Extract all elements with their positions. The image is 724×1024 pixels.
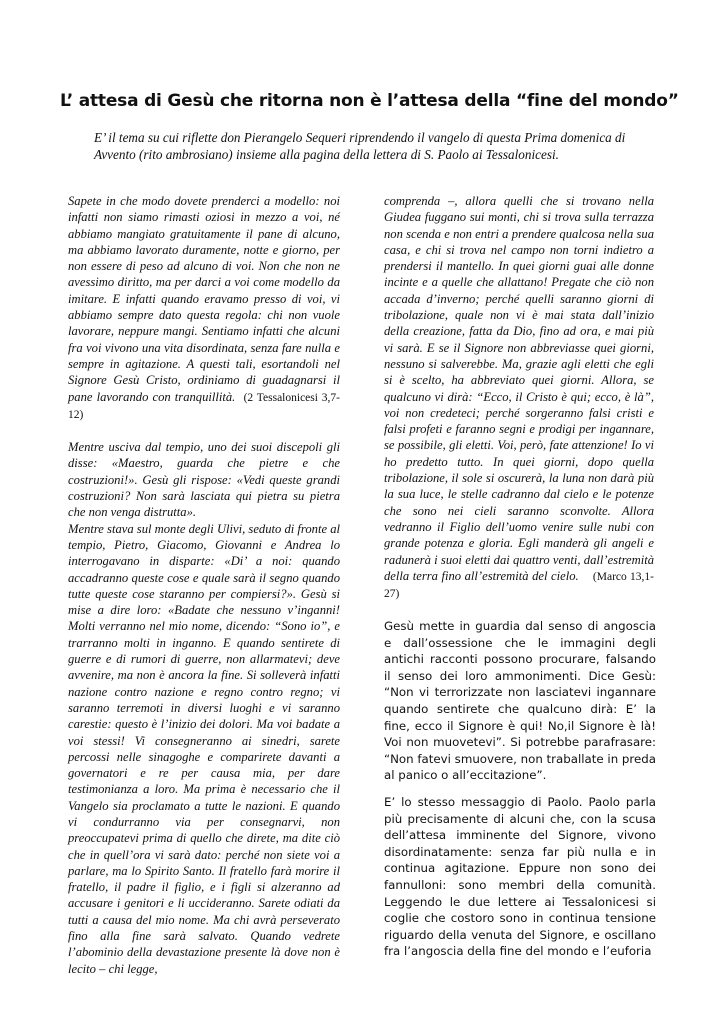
article-intro: E’ il tema su cui riflette don Pierangelo Sequeri riprendendo il vangelo di questa Prima domenica di Avvento (rito ambrosiano) insieme alla pagina della lettera di S. Paolo ai Tessalonicesi. <box>94 130 626 162</box>
gospel-paragraph-2: Mentre stava sul monte degli Ulivi, seduto di fronte al tempio, Pietro, Giacomo, Giovanni e Andrea lo interrogavano in disparte: «Di’ a noi: quando accadranno queste cose e quale sarà il segno quando tutte queste cose staranno per compiersi?». Gesù si mise a dire loro: «Badate che nessuno v’inganni! Molti verranno nel mio nome, dicendo: “Sono io”, e trarranno molti in inganno. E quando sentirete di guerre e di rumori di guerre, non allarmatevi; deve avvenire, ma non è ancora la fine. Si solleverà infatti nazione contro nazione e regno contro regno; vi saranno terremoti in diversi luoghi e vi saranno carestie: questo è l’inizio dei dolori. Ma voi badate a voi stessi! Vi consegneranno ai sinedri, sarete percossi nelle sinagoghe e comparirete davanti a governatori e re per causa mia, per dare testimonianza a loro. Ma prima è necessario che il Vangelo sia proclamato a tutte le nazioni. E quando vi condurranno via per consegnarvi, non preoccupatevi prima di quello che direte, ma dite ciò che in quell’ora vi sarà dato: perché non siete voi a parlare, ma lo Spirito Santo. Il fratello farà morire il fratello, il padre il figlio, e i figli si alzeranno ad accusare i genitori e li uccideranno. Sarete odiati da tutti a causa del mio nome. Ma chi avrà perseverato fino alla fine sarà salvato. Quando vedrete l’abominio della devastazione presente là dove non è lecito – chi legge, <box>68 521 340 976</box>
commentary-paragraph-2: E’ lo stesso messaggio di Paolo. Paolo parla più precisamente di alcuni che, con la scusa dell’attesa imminente del Signore, vivono disordinatamente: senza far più nulla e in continua agitazione. Eppure non sono dei fannulloni: sono membri della comunità. Leggendo le due lettere ai Tessalonicesi si coglie che costoro sono in continua tensione riguardo della venuta del Signore, e oscillano fra l’angoscia della fine del mondo e l’euforia <box>384 794 656 959</box>
gospel-reference: (Marco 13,1-27) <box>384 570 655 601</box>
left-column <box>68 193 340 977</box>
gospel-paragraph-1: Mentre usciva dal tempio, uno dei suoi discepoli gli disse: «Maestro, guarda che pietre e che costruzioni!». Gesù gli rispose: «Vedi queste grandi costruzioni? Non sarà lasciata qui pietra su pietra che non venga distrutta». <box>68 440 340 520</box>
commentary <box>384 618 656 970</box>
commentary-paragraph-1: Gesù mette in guardia dal senso di angoscia e dall’ossessione che le immagini degli antichi racconti possono procurare, falsando il senso dei loro ammonimenti. Dice Gesù: “Non vi terrorizzate non lasciatevi ingannare quando sentirete che qualcuno dirà: E’ la fine, ecco il Signore è qui! No,il Signore è là! Voi non muovetevi”. Si potrebbe parafrasare: “Non fatevi smuovere, non traballate in preda al panico o all’eccitazione”. <box>384 619 656 783</box>
gospel-paragraph-3-text: comprenda –, allora quelli che si trovano nella Giudea fuggano sui monti, chi si trova sulla terrazza non scenda e non entri a prendere qualcosa nella sua casa, e chi si trova nel campo non torni indietro a prendersi il mantello. In quei giorni guai alle donne incinte e a quelle che allattano! Pregate che ciò non accada d’inverno; perché quelli saranno giorni di tribolazione, quale non vi è mai stata dall’inizio della creazione, fatta da Dio, fino ad ora, e mai più vi sarà. E se il Signore non abbreviasse quei giorni, nessuno si salverebbe. Ma, grazie agli eletti che egli si è scelto, ha abbreviato quei giorni. Allora, se qualcuno vi dirà: “Ecco, il Cristo è qui; ecco, è là”, voi non credeteci; perché sorgeranno falsi cristi e falsi profeti e faranno segni e prodigi per ingannare, se possibile, gli eletti. Voi, però, fate attenzione! Io vi ho predetto tutto. In quei giorni, dopo quella tribolazione, il sole si oscurerà, la luna non darà più la sua luce, le stelle cadranno dal cielo e le potenze che sono nei cieli saranno sconvolte. Allora vedranno il Figlio dell’uomo venire sulle nubi con grande potenza e gloria. Egli manderà gli angeli e radunerà i suoi eletti dai quattro venti, dall’estremità della terra fino all’estremità del cielo. <box>384 194 654 583</box>
reading-thessalonians-text: Sapete in che modo dovete prenderci a modello: noi infatti non siamo rimasti oziosi in mezzo a voi, né abbiamo mangiato gratuitamente il pane di alcuno, ma abbiamo lavorato duramente, notte e giorno, per non essere di peso ad alcuno di voi. Non che non ne avessimo diritto, ma per darci a voi come modello da imitare. E infatti quando eravamo presso di voi, vi abbiamo sempre dato questa regola: chi non vuole lavorare, neppure mangi. Sentiamo infatti che alcuni fra voi vivono una vita disordinata, senza fare nulla e sempre in agitazione. A questi tali, esortandoli nel Signore Gesù Cristo, ordiniamo di guadagnarsi il pane lavorando con tranquillità. <box>68 194 340 404</box>
gospel-paragraph-3 <box>384 193 654 602</box>
article-title: L’ attesa di Gesù che ritorna non è l’attesa della “fine del mondo” <box>60 91 679 111</box>
right-column <box>384 193 654 602</box>
reading-thessalonians-reference: (2 Tessalonicesi 3,7-12) <box>68 391 340 421</box>
reading-thessalonians <box>68 193 340 423</box>
